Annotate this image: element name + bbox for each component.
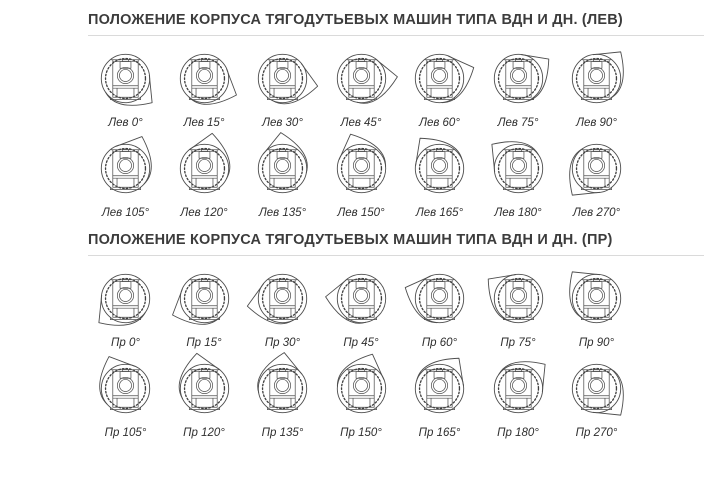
pedestal-and-base	[424, 176, 454, 190]
fan-volute-diagram	[88, 131, 163, 206]
motor-assembly	[424, 279, 454, 319]
motor-assembly	[346, 59, 376, 99]
section-title: ПОЛОЖЕНИЕ КОРПУСА ТЯГОДУТЬЕВЫХ МАШИН ТИПА ВДН И ДН. (ЛЕВ)	[88, 12, 623, 28]
terminal-box-cap	[279, 149, 285, 151]
fan-volute-diagram	[324, 261, 399, 336]
motor-assembly	[189, 149, 219, 189]
motor-circle-inner	[355, 69, 367, 81]
motor-assembly	[110, 149, 140, 189]
motor-assembly	[267, 369, 297, 409]
discharge-outlet	[264, 62, 319, 111]
motor-circle-inner	[590, 159, 602, 171]
motor-circle-inner	[590, 379, 602, 391]
fan-position-cell	[324, 261, 399, 350]
terminal-box-cap	[515, 369, 521, 371]
impeller-dashed-circle	[106, 369, 146, 409]
fan-volute-diagram	[559, 131, 634, 206]
pedestal-and-base	[503, 306, 533, 320]
fan-position-label: Лев 60°	[419, 117, 460, 129]
motor-circle-inner	[355, 159, 367, 171]
fan-volute-diagram	[88, 41, 163, 116]
pedestal-and-base	[503, 396, 533, 410]
fan-position-cell	[88, 261, 163, 350]
motor-circle-inner	[433, 379, 445, 391]
fan-position-label: Пр 0°	[111, 337, 140, 349]
pedestal-and-base	[346, 396, 376, 410]
fan-position-cell	[245, 131, 320, 220]
pedestal-and-base	[110, 176, 140, 190]
motor-circle-inner	[433, 289, 445, 301]
motor-assembly	[189, 369, 219, 409]
impeller-dashed-circle	[498, 149, 538, 189]
impeller-dashed-circle	[184, 149, 224, 189]
motor-circle-inner	[276, 289, 288, 301]
terminal-box-cap	[122, 279, 128, 281]
fan-position-cell	[481, 261, 556, 350]
fan-position-cell	[402, 261, 477, 350]
fan-position-cell	[559, 41, 634, 130]
fan-position-label: Пр 135°	[261, 427, 304, 439]
motor-assembly	[267, 59, 297, 99]
fan-position-label: Пр 150°	[340, 427, 382, 439]
motor-circle-inner	[512, 69, 524, 81]
fan-position-cell	[481, 41, 556, 130]
discharge-outlet	[413, 136, 466, 177]
diagram-rows	[88, 41, 634, 220]
fan-position-label: Пр 75°	[500, 337, 536, 349]
fan-position-cell	[559, 351, 634, 440]
pedestal-and-base	[189, 396, 219, 410]
pedestal-and-base	[189, 176, 219, 190]
pedestal-and-base	[424, 396, 454, 410]
terminal-box-cap	[122, 149, 128, 151]
fan-volute-diagram	[324, 41, 399, 116]
fan-position-label: Пр 15°	[186, 337, 222, 349]
impeller-dashed-circle	[498, 369, 538, 409]
motor-circle-inner	[198, 159, 210, 171]
motor-circle-inner	[198, 69, 210, 81]
impeller-dashed-circle	[263, 59, 303, 99]
terminal-box-cap	[358, 279, 364, 281]
position-section	[88, 10, 704, 220]
fan-position-cell	[167, 261, 242, 350]
pedestal-and-base	[267, 86, 297, 100]
pedestal-and-base	[503, 86, 533, 100]
fan-position-cell	[324, 351, 399, 440]
motor-circle-inner	[119, 379, 131, 391]
pedestal-and-base	[267, 396, 297, 410]
terminal-box-cap	[515, 279, 521, 281]
fan-position-cell	[167, 131, 242, 220]
motor-assembly	[189, 59, 219, 99]
motor-circle-inner	[276, 379, 288, 391]
section-title: ПОЛОЖЕНИЕ КОРПУСА ТЯГОДУТЬЕВЫХ МАШИН ТИПА ВДН И ДН. (ПР)	[88, 232, 613, 248]
motor-circle-inner	[512, 289, 524, 301]
diagram-rows	[88, 261, 634, 440]
fan-position-label: Лев 150°	[337, 207, 385, 219]
motor-circle-inner	[119, 289, 131, 301]
section-divider	[88, 255, 704, 256]
fan-position-cell	[167, 351, 242, 440]
pedestal-and-base	[346, 306, 376, 320]
impeller-dashed-circle	[263, 149, 303, 189]
fan-volute-diagram	[559, 351, 634, 426]
fan-position-label: Лев 180°	[494, 207, 542, 219]
motor-circle-inner	[198, 289, 210, 301]
fan-volute-diagram	[402, 261, 477, 336]
impeller-dashed-circle	[577, 149, 617, 189]
discharge-outlet	[324, 277, 378, 331]
fan-volute-diagram	[167, 351, 242, 426]
fan-position-cell	[245, 41, 320, 130]
fan-position-label: Лев 15°	[183, 117, 225, 129]
fan-position-label: Пр 90°	[578, 337, 615, 349]
fan-volute-diagram	[245, 261, 320, 336]
motor-assembly	[424, 59, 454, 99]
fan-position-cell	[324, 41, 399, 130]
motor-circle-inner	[276, 159, 288, 171]
impeller-dashed-circle	[106, 149, 146, 189]
terminal-box-cap	[201, 59, 207, 61]
motor-assembly	[424, 149, 454, 189]
motor-assembly	[267, 149, 297, 189]
impeller-dashed-circle	[577, 369, 617, 409]
terminal-box-cap	[122, 369, 128, 371]
fan-volute-diagram	[167, 41, 242, 116]
motor-assembly	[503, 59, 533, 99]
impeller-dashed-circle	[341, 149, 381, 189]
impeller-dashed-circle	[341, 279, 381, 319]
fan-position-cell	[481, 131, 556, 220]
fan-position-label: Лев 105°	[101, 207, 150, 219]
terminal-box-cap	[436, 59, 442, 61]
fan-position-cell	[88, 351, 163, 440]
pedestal-and-base	[581, 176, 611, 190]
motor-circle-inner	[512, 379, 524, 391]
terminal-box-cap	[201, 149, 207, 151]
terminal-box-cap	[593, 59, 599, 61]
fan-position-label: Лев 90°	[576, 117, 617, 129]
impeller-dashed-circle	[498, 279, 538, 319]
pedestal-and-base	[110, 396, 140, 410]
impeller-dashed-circle	[420, 149, 460, 189]
fan-volute-diagram	[245, 351, 320, 426]
fan-position-label: Пр 180°	[497, 427, 539, 439]
motor-circle-inner	[355, 379, 367, 391]
fan-volute-diagram	[559, 41, 634, 116]
motor-assembly	[267, 279, 297, 319]
pedestal-and-base	[189, 86, 219, 100]
terminal-box-cap	[593, 369, 599, 371]
motor-assembly	[503, 279, 533, 319]
fan-position-label: Лев 0°	[108, 117, 143, 129]
fan-volute-diagram	[245, 41, 320, 116]
motor-assembly	[346, 149, 376, 189]
terminal-box-cap	[436, 149, 442, 151]
fan-position-cell	[402, 41, 477, 130]
motor-circle-inner	[276, 69, 288, 81]
fan-position-label: Лев 135°	[258, 207, 307, 219]
fan-position-cell	[481, 351, 556, 440]
motor-circle-inner	[355, 289, 367, 301]
fan-position-cell	[559, 261, 634, 350]
section-divider	[88, 35, 704, 36]
impeller-dashed-circle	[263, 279, 303, 319]
motor-circle-inner	[512, 159, 524, 171]
motor-circle-inner	[590, 289, 602, 301]
terminal-box-cap	[436, 369, 442, 371]
motor-circle-inner	[590, 69, 602, 81]
impeller-dashed-circle	[498, 59, 538, 99]
pedestal-and-base	[424, 306, 454, 320]
terminal-box-cap	[358, 369, 364, 371]
motor-circle-inner	[119, 159, 131, 171]
impeller-dashed-circle	[106, 279, 146, 319]
fan-volute-diagram	[324, 131, 399, 206]
diagram-row	[88, 131, 634, 220]
pedestal-and-base	[267, 176, 297, 190]
motor-assembly	[503, 149, 533, 189]
fan-position-label: Пр 165°	[418, 427, 461, 439]
motor-circle-inner	[433, 69, 445, 81]
fan-position-label: Лев 270°	[572, 207, 621, 219]
motor-circle-inner	[198, 379, 210, 391]
motor-assembly	[581, 59, 611, 99]
fan-position-cell	[88, 41, 163, 130]
motor-assembly	[189, 279, 219, 319]
fan-volute-diagram	[245, 131, 320, 206]
pedestal-and-base	[346, 86, 376, 100]
fan-position-cell	[245, 351, 320, 440]
terminal-box-cap	[279, 279, 285, 281]
terminal-box-cap	[201, 369, 207, 371]
discharge-outlet	[345, 57, 399, 111]
terminal-box-cap	[358, 149, 364, 151]
motor-assembly	[110, 369, 140, 409]
discharge-outlet	[94, 356, 135, 409]
discharge-outlet	[246, 282, 301, 331]
fan-volute-diagram	[559, 261, 634, 336]
terminal-box-cap	[279, 369, 285, 371]
fan-position-label: Пр 105°	[104, 427, 147, 439]
pedestal-and-base	[581, 86, 611, 100]
impeller-dashed-circle	[341, 369, 381, 409]
fan-position-cell	[402, 351, 477, 440]
fan-position-label: Лев 75°	[497, 117, 539, 129]
terminal-box-cap	[593, 149, 599, 151]
fan-volute-diagram	[402, 41, 477, 116]
fan-position-label: Пр 60°	[421, 337, 458, 349]
motor-circle-inner	[433, 159, 445, 171]
fan-volute-diagram	[481, 41, 556, 116]
motor-assembly	[346, 369, 376, 409]
motor-assembly	[581, 149, 611, 189]
terminal-box-cap	[515, 149, 521, 151]
motor-assembly	[110, 279, 140, 319]
fan-position-label: Лев 165°	[415, 207, 464, 219]
discharge-outlet	[413, 356, 466, 397]
fan-volute-diagram	[481, 131, 556, 206]
diagram-row	[88, 351, 634, 440]
motor-assembly	[581, 279, 611, 319]
terminal-box-cap	[358, 59, 364, 61]
diagram-row	[88, 261, 634, 350]
sections-root	[88, 10, 712, 440]
fan-volute-diagram	[167, 261, 242, 336]
terminal-box-cap	[436, 279, 442, 281]
impeller-dashed-circle	[184, 59, 224, 99]
motor-circle-inner	[119, 69, 131, 81]
pedestal-and-base	[110, 306, 140, 320]
pedestal-and-base	[424, 86, 454, 100]
motor-assembly	[581, 369, 611, 409]
pedestal-and-base	[189, 306, 219, 320]
motor-assembly	[346, 279, 376, 319]
pedestal-and-base	[267, 306, 297, 320]
terminal-box-cap	[593, 279, 599, 281]
impeller-dashed-circle	[184, 279, 224, 319]
pedestal-and-base	[581, 306, 611, 320]
fan-volute-diagram	[88, 261, 163, 336]
discharge-outlet	[115, 136, 156, 189]
impeller-dashed-circle	[420, 59, 460, 99]
fan-position-cell	[88, 131, 163, 220]
motor-assembly	[503, 369, 533, 409]
terminal-box-cap	[279, 59, 285, 61]
fan-volute-diagram	[481, 351, 556, 426]
impeller-dashed-circle	[341, 59, 381, 99]
pedestal-and-base	[503, 176, 533, 190]
terminal-box-cap	[201, 279, 207, 281]
fan-position-label: Пр 120°	[183, 427, 225, 439]
impeller-dashed-circle	[577, 59, 617, 99]
impeller-dashed-circle	[577, 279, 617, 319]
motor-assembly	[424, 369, 454, 409]
fan-position-cell	[245, 261, 320, 350]
fan-position-label: Лев 30°	[262, 117, 303, 129]
impeller-dashed-circle	[263, 369, 303, 409]
fan-volute-diagram	[167, 131, 242, 206]
fan-volute-diagram	[324, 351, 399, 426]
impeller-dashed-circle	[184, 369, 224, 409]
position-section	[88, 230, 704, 440]
fan-position-label: Лев 45°	[340, 117, 382, 129]
fan-volute-diagram	[88, 351, 163, 426]
fan-position-cell	[402, 131, 477, 220]
fan-position-label: Пр 45°	[343, 337, 379, 349]
fan-position-label: Пр 270°	[575, 427, 618, 439]
motor-assembly	[110, 59, 140, 99]
fan-position-cell	[167, 41, 242, 130]
discharge-outlet	[336, 132, 391, 181]
impeller-dashed-circle	[420, 369, 460, 409]
impeller-dashed-circle	[106, 59, 146, 99]
fan-position-cell	[559, 131, 634, 220]
fan-position-cell	[324, 131, 399, 220]
pedestal-and-base	[110, 86, 140, 100]
fan-volute-diagram	[481, 261, 556, 336]
pedestal-and-base	[581, 396, 611, 410]
diagram-row	[88, 41, 634, 130]
fan-volute-diagram	[402, 131, 477, 206]
fan-volute-diagram	[402, 351, 477, 426]
terminal-box-cap	[122, 59, 128, 61]
pedestal-and-base	[346, 176, 376, 190]
terminal-box-cap	[515, 59, 521, 61]
impeller-dashed-circle	[420, 279, 460, 319]
fan-position-label: Пр 30°	[264, 337, 301, 349]
fan-position-label: Лев 120°	[180, 207, 228, 219]
